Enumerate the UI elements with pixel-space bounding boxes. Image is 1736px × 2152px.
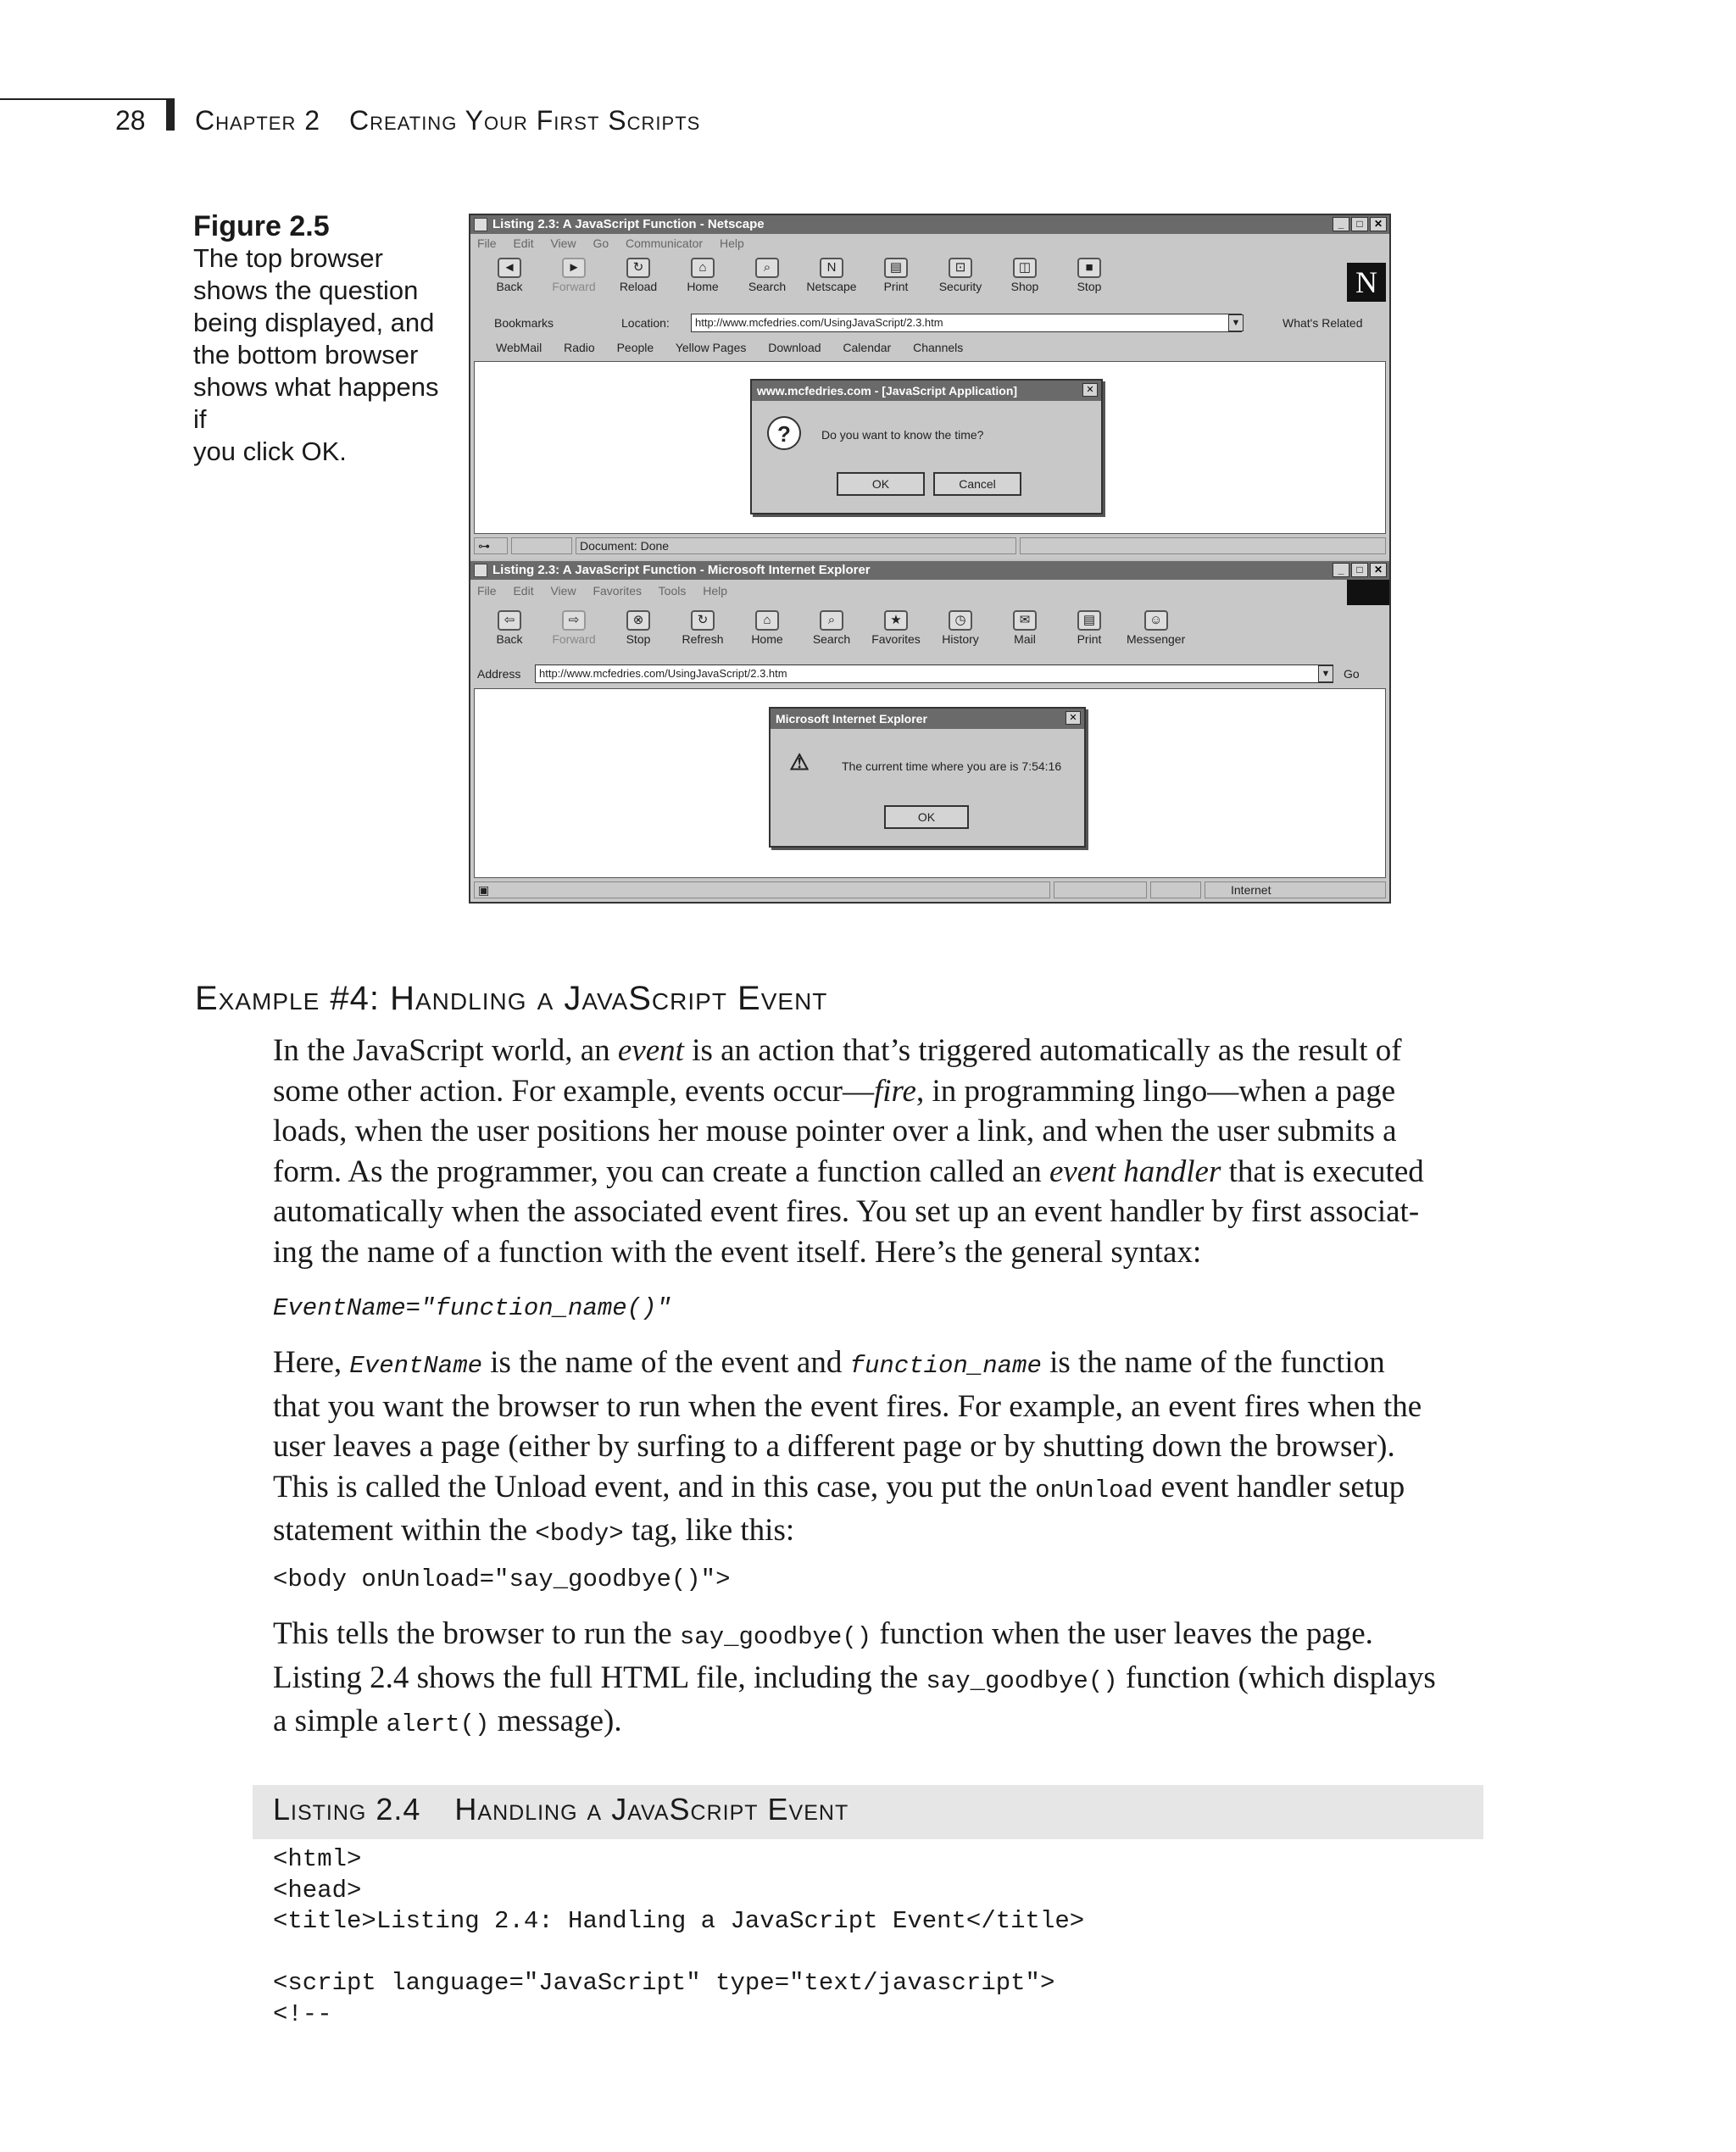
menu-file[interactable]: File	[477, 584, 497, 598]
personal-people[interactable]: People	[616, 341, 654, 354]
close-icon[interactable]: ✕	[1370, 563, 1387, 577]
maximize-icon[interactable]: □	[1351, 217, 1368, 231]
favorites-icon: ★	[884, 610, 908, 631]
listing-label: Listing 2.4	[273, 1792, 421, 1827]
text-line: ing the name of a function with the event itself. Here’s the general syntax:	[273, 1234, 1202, 1270]
stop-icon: ⊗	[626, 610, 650, 631]
chapter-title: Creating Your First Scripts	[349, 105, 701, 136]
netscape-title: Listing 2.3: A JavaScript Function - Netscape	[492, 217, 765, 231]
header-rule	[0, 98, 170, 100]
menu-edit[interactable]: Edit	[513, 584, 534, 598]
netscape-menubar	[470, 234, 1389, 253]
history-button[interactable]: ◷ History	[933, 610, 988, 646]
caption-line: shows what happens if	[193, 372, 439, 434]
paragraph-2	[273, 1343, 1502, 1554]
page-icon: ▣	[474, 881, 1050, 898]
alert-message: The current time where you are is 7:54:16	[842, 759, 1062, 773]
internet-zone: Internet	[1205, 881, 1386, 898]
figure-screenshot	[469, 214, 1391, 904]
caption-line: shows the question	[193, 275, 419, 305]
text-line: This is called the Unload event, and in this case, you put the onUnload event handler setup	[273, 1469, 1405, 1504]
personal-yellow-pages[interactable]: Yellow Pages	[675, 341, 747, 354]
netscape-window	[470, 215, 1389, 559]
favorites-button[interactable]: ★ Favorites	[869, 610, 923, 646]
progress-indicator	[1054, 881, 1147, 898]
netscape-location-bar	[470, 310, 1389, 336]
address-label: Address	[477, 667, 521, 681]
security-button[interactable]: ⊡ Security	[933, 258, 988, 293]
personal-radio[interactable]: Radio	[564, 341, 595, 354]
text-line: This tells the browser to run the say_goodbye() function when the user leaves the page.	[273, 1616, 1373, 1651]
window-controls	[1333, 217, 1387, 231]
menu-communicator[interactable]: Communicator	[626, 236, 704, 250]
section-heading: Example #4: Handling a JavaScript Event	[195, 980, 828, 1017]
text-line: Here, EventName is the name of the event and function_name is the name of the function	[273, 1345, 1385, 1380]
close-icon[interactable]: ✕	[1370, 217, 1387, 231]
refresh-button[interactable]: ↻ Refresh	[676, 610, 730, 646]
home-button[interactable]: ⌂ Home	[676, 258, 730, 293]
search-button[interactable]: ⌕ Search	[740, 258, 794, 293]
shop-button[interactable]: ◫ Shop	[998, 258, 1052, 293]
cancel-button[interactable]: Cancel	[933, 472, 1021, 496]
forward-arrow-icon: ►	[562, 258, 586, 278]
back-button[interactable]: ◄ Back	[482, 258, 537, 293]
text-line: form. As the programmer, you can create a function called an event handler that is executed	[273, 1154, 1424, 1189]
ie-menubar	[470, 581, 1389, 600]
netscape-app-icon	[474, 218, 487, 231]
go-button[interactable]: Go	[1344, 667, 1360, 681]
home-icon: ⌂	[755, 610, 779, 631]
printer-icon: ▤	[1077, 610, 1101, 631]
menu-go[interactable]: Go	[593, 236, 609, 250]
text-line: a simple alert() message).	[273, 1704, 622, 1739]
netscape-toolbar	[470, 258, 1389, 293]
stop-button[interactable]: ⊗ Stop	[611, 610, 665, 646]
confirm-message: Do you want to know the time?	[821, 428, 984, 442]
text-line: Listing 2.4 shows the full HTML file, including the say_goodbye() function (which displays	[273, 1660, 1436, 1695]
reload-button[interactable]: ↻ Reload	[611, 258, 665, 293]
mail-icon: ✉	[1013, 610, 1037, 631]
alert-dialog	[769, 707, 1086, 848]
text-line: automatically when the associated event fires. You set up an event handler by first associat-	[273, 1194, 1420, 1230]
minimize-icon[interactable]: _	[1333, 563, 1349, 577]
forward-button[interactable]: ► Forward	[547, 258, 601, 293]
mail-button[interactable]: ✉ Mail	[998, 610, 1052, 646]
confirm-dialog-title: www.mcfedries.com - [JavaScript Application]	[752, 381, 1101, 401]
bookmarks-button[interactable]: Bookmarks	[494, 316, 554, 330]
confirm-dialog	[750, 379, 1103, 514]
caption-line: being displayed, and	[193, 308, 435, 337]
menu-edit[interactable]: Edit	[513, 236, 534, 250]
my-netscape-icon: N	[820, 258, 843, 278]
caption-line: The top browser	[193, 243, 383, 273]
figure-label: Figure 2.5	[193, 210, 330, 242]
close-icon[interactable]: ✕	[1066, 711, 1081, 725]
ie-url-field[interactable]: http://www.mcfedries.com/UsingJavaScript/2.3.htm	[535, 665, 1333, 683]
status-pane	[1150, 881, 1201, 898]
text-line: that you want the browser to run when the event fires. For example, an event fires when the	[273, 1388, 1422, 1424]
text-line: some other action. For example, events occur—fire, in programming lingo—when a page	[273, 1073, 1396, 1109]
back-button[interactable]: ⇦ Back	[482, 610, 537, 646]
search-button[interactable]: ⌕ Search	[804, 610, 859, 646]
shop-bag-icon: ◫	[1013, 258, 1037, 278]
back-arrow-icon: ⇦	[498, 610, 521, 631]
chevron-down-icon[interactable]: ▼	[1228, 314, 1244, 331]
home-icon: ⌂	[691, 258, 715, 278]
personal-download[interactable]: Download	[768, 341, 821, 354]
code-syntax: EventName="function_name()"	[273, 1294, 671, 1322]
progress-indicator	[511, 537, 572, 554]
paragraph-1	[273, 1031, 1502, 1273]
text-line: loads, when the user positions her mouse pointer over a link, and when the user submits a	[273, 1114, 1397, 1149]
security-status-icon: ⊶	[474, 537, 508, 554]
listing-code: <html> <head> <title>Listing 2.4: Handling a JavaScript Event</title> <script language="JavaScript" type="text/javascript"> <!--	[273, 1845, 1085, 2028]
ie-app-icon	[474, 564, 487, 577]
code-body-tag: <body onUnload="say_goodbye()">	[273, 1565, 731, 1593]
listing-name: Handling a JavaScript Event	[454, 1792, 849, 1827]
search-icon: ⌕	[755, 258, 779, 278]
menu-file[interactable]: File	[477, 236, 497, 250]
text-line: statement within the <body> tag, like this:	[273, 1513, 795, 1549]
ie-title: Listing 2.3: A JavaScript Function - Microsoft Internet Explorer	[492, 563, 871, 577]
netscape-personal-toolbar	[470, 336, 1389, 359]
caption-line: you click OK.	[193, 437, 347, 466]
paragraph-3	[273, 1614, 1502, 1745]
search-icon: ⌕	[820, 610, 843, 631]
menu-help[interactable]: Help	[719, 236, 744, 250]
history-icon: ◷	[949, 610, 972, 631]
ok-button[interactable]: OK	[884, 805, 969, 829]
ie-statusbar	[470, 880, 1389, 900]
print-button[interactable]: ▤ Print	[1062, 610, 1116, 646]
menu-help[interactable]: Help	[703, 584, 728, 598]
netscape-status-text: Document: Done	[576, 537, 1016, 554]
home-button[interactable]: ⌂ Home	[740, 610, 794, 646]
stop-icon: ■	[1077, 258, 1101, 278]
close-icon[interactable]: ✕	[1082, 383, 1098, 397]
header-bar	[166, 98, 175, 131]
menu-tools[interactable]: Tools	[658, 584, 687, 598]
warning-icon: ⚠	[789, 749, 810, 775]
caption-line: the bottom browser	[193, 340, 419, 370]
ie-titlebar	[470, 561, 1389, 580]
netscape-logo-icon: N	[1347, 263, 1386, 302]
printer-icon: ▤	[884, 258, 908, 278]
stop-button[interactable]: ■ Stop	[1062, 258, 1116, 293]
refresh-icon: ↻	[691, 610, 715, 631]
back-arrow-icon: ◄	[498, 258, 521, 278]
minimize-icon[interactable]: _	[1333, 217, 1349, 231]
print-button[interactable]: ▤ Print	[869, 258, 923, 293]
reload-icon: ↻	[626, 258, 650, 278]
page-number: 28	[115, 105, 146, 136]
menu-view[interactable]: View	[550, 584, 576, 598]
running-header	[195, 105, 729, 136]
listing-title	[273, 1792, 882, 1827]
ie-toolbar	[470, 610, 1389, 646]
question-icon: ?	[767, 416, 801, 450]
windows-logo-icon	[1347, 580, 1389, 605]
personal-channels[interactable]: Channels	[913, 341, 964, 354]
netscape-statusbar	[470, 536, 1389, 556]
maximize-icon[interactable]: □	[1351, 563, 1368, 577]
menu-favorites[interactable]: Favorites	[593, 584, 643, 598]
netscape-url-field[interactable]: http://www.mcfedries.com/UsingJavaScript/2.3.htm	[691, 314, 1242, 332]
alert-dialog-title: Microsoft Internet Explorer	[771, 709, 1084, 729]
ok-button[interactable]: OK	[837, 472, 925, 496]
messenger-icon: ☺	[1144, 610, 1168, 631]
location-label: Location:	[621, 316, 670, 330]
chapter-label: Chapter 2	[195, 105, 321, 136]
personal-webmail[interactable]: WebMail	[496, 341, 542, 354]
menu-view[interactable]: View	[550, 236, 576, 250]
netscape-titlebar	[470, 215, 1389, 234]
text-line: In the JavaScript world, an event is an action that’s triggered automatically as the result of	[273, 1033, 1402, 1068]
messenger-button[interactable]: ☺ Messenger	[1127, 610, 1185, 646]
component-bar	[1020, 537, 1386, 554]
window-controls	[1333, 563, 1387, 577]
forward-arrow-icon: ⇨	[562, 610, 586, 631]
ie-address-bar	[470, 661, 1389, 687]
forward-button[interactable]: ⇨ Forward	[547, 610, 601, 646]
netscape-button[interactable]: N Netscape	[804, 258, 859, 293]
lock-icon: ⊡	[949, 258, 972, 278]
personal-calendar[interactable]: Calendar	[843, 341, 892, 354]
ie-window	[470, 561, 1389, 902]
whats-related-button[interactable]: What's Related	[1283, 316, 1363, 330]
text-line: user leaves a page (either by surfing to a different page or by shutting down the browser).	[273, 1429, 1395, 1465]
figure-caption	[193, 210, 448, 468]
chevron-down-icon[interactable]: ▼	[1318, 665, 1333, 682]
